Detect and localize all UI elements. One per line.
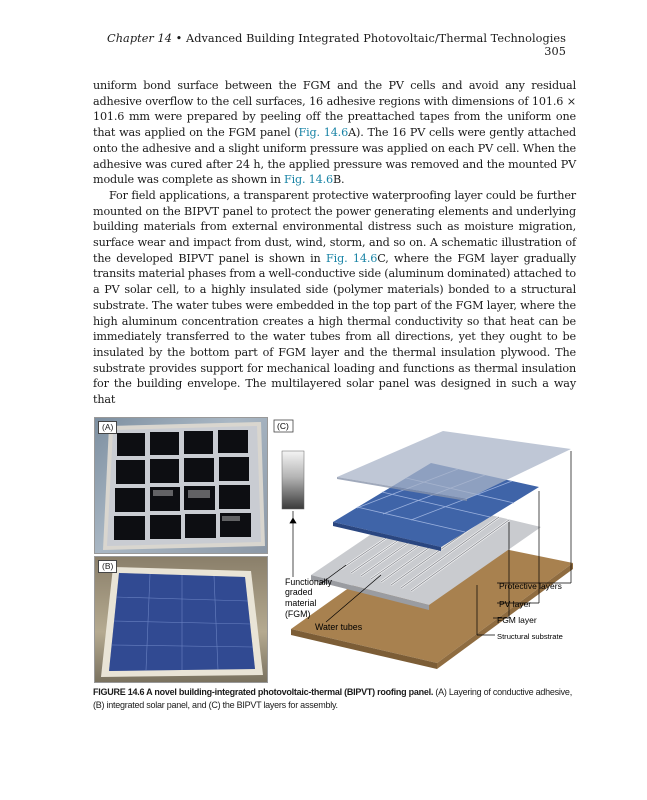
fgm-label-line2: graded bbox=[285, 587, 313, 597]
panel-c-label: (C) bbox=[277, 421, 289, 431]
header-bullet: • bbox=[172, 32, 186, 45]
page-number: 305 bbox=[544, 45, 566, 58]
panel-b-label: (B) bbox=[98, 560, 117, 573]
water-tubes-label: Water tubes bbox=[315, 622, 363, 632]
running-header bbox=[86, 32, 566, 58]
chapter-label: Chapter 14 bbox=[107, 32, 172, 45]
pv-layer-label: PV layer bbox=[499, 599, 532, 609]
solar-panel-illustration bbox=[95, 557, 267, 682]
panel-a-label: (A) bbox=[98, 421, 117, 434]
exploded-layers bbox=[271, 417, 582, 682]
figure-ref-link[interactable]: Fig. 14.6 bbox=[298, 126, 349, 140]
caption-text: (A) Layering of conductive adhesive, (B) integrated solar panel, and (C) the BIPVT layers for assembly. bbox=[93, 687, 572, 710]
photo-adhesive-layering bbox=[94, 417, 268, 554]
fgm-label-line4: (FGM) bbox=[285, 609, 311, 619]
fgm-layer-label: FGM layer bbox=[497, 615, 537, 625]
fgm-sample bbox=[282, 451, 304, 509]
photo-integrated-solar-panel bbox=[94, 556, 268, 683]
paragraph-2 bbox=[93, 188, 576, 408]
paragraph-1-text-a: uniform bond surface between the FGM and the PV cells and avoid any residual adhesive overflow to the cell surfaces, 16 adhesive regions with dimensions of 101.6 × 101.6 mm were prepared by peeling off the preattached tapes from the uniform one that was applied on the FGM panel ( bbox=[93, 79, 576, 140]
fgm-label-line1: Functionally bbox=[285, 577, 332, 587]
body-text bbox=[93, 78, 576, 408]
fgm-label-line3: material bbox=[285, 598, 317, 608]
paragraph-1-text-c: B. bbox=[332, 173, 345, 187]
structural-substrate-label: Structural substrate bbox=[497, 632, 563, 641]
figure-ref-link[interactable]: Fig. 14.6 bbox=[283, 173, 333, 187]
paragraph-1 bbox=[93, 78, 576, 188]
chapter-title: Advanced Building Integrated Photovoltaic/Thermal Technologies bbox=[186, 32, 566, 45]
figure-14-6 bbox=[94, 417, 582, 682]
paragraph-2-text-b: C, where the FGM layer gradually transits material phases from a well-conductive side (aluminum dominated) attached to a PV solar cell, to a highly insulated side (polymer materials) bonded to a structural substrate. The water tubes were embedded in the top part of the FGM layer, where the high aluminum concentration creates a high thermal conductivity so that heat can be immediately transferred to the water tubes from all directions, yet they ought to be insulated by the bottom part of FGM layer and the thermal insulation plywood. The substrate provides support for mechanical loading and functions as thermal insulation for the building envelope. The multilayered solar panel was designed in such a way that bbox=[93, 251, 577, 407]
protective-layers-label: Protective layers bbox=[499, 581, 562, 591]
caption-title: FIGURE 14.6 A novel building-integrated photovoltaic-thermal (BIPVT) roofing panel. bbox=[93, 687, 434, 697]
paragraph-1-text-b: A). The 16 PV cells were gently attached onto the adhesive and a slight uniform pressure was applied on each PV cell. When the adhesive was cured after 24 h, the applied pressure was removed and the mounted PV module was complete as shown in bbox=[93, 126, 576, 187]
adhesive-grid-illustration bbox=[95, 418, 267, 553]
figure-ref-link[interactable]: Fig. 14.6 bbox=[326, 251, 378, 265]
bipvt-layer-diagram bbox=[271, 417, 582, 682]
figure-caption bbox=[93, 686, 573, 711]
paragraph-2-text-a: For field applications, a transparent protective waterproofing layer could be further mounted on the BIPVT panel to protect the power generating elements and underlying building materials from external environmental distress such as moisture migration, surface wear and impact from dust, wind, storm, and so on. A schematic illustration of the developed BIPVT panel is shown in bbox=[93, 188, 576, 265]
